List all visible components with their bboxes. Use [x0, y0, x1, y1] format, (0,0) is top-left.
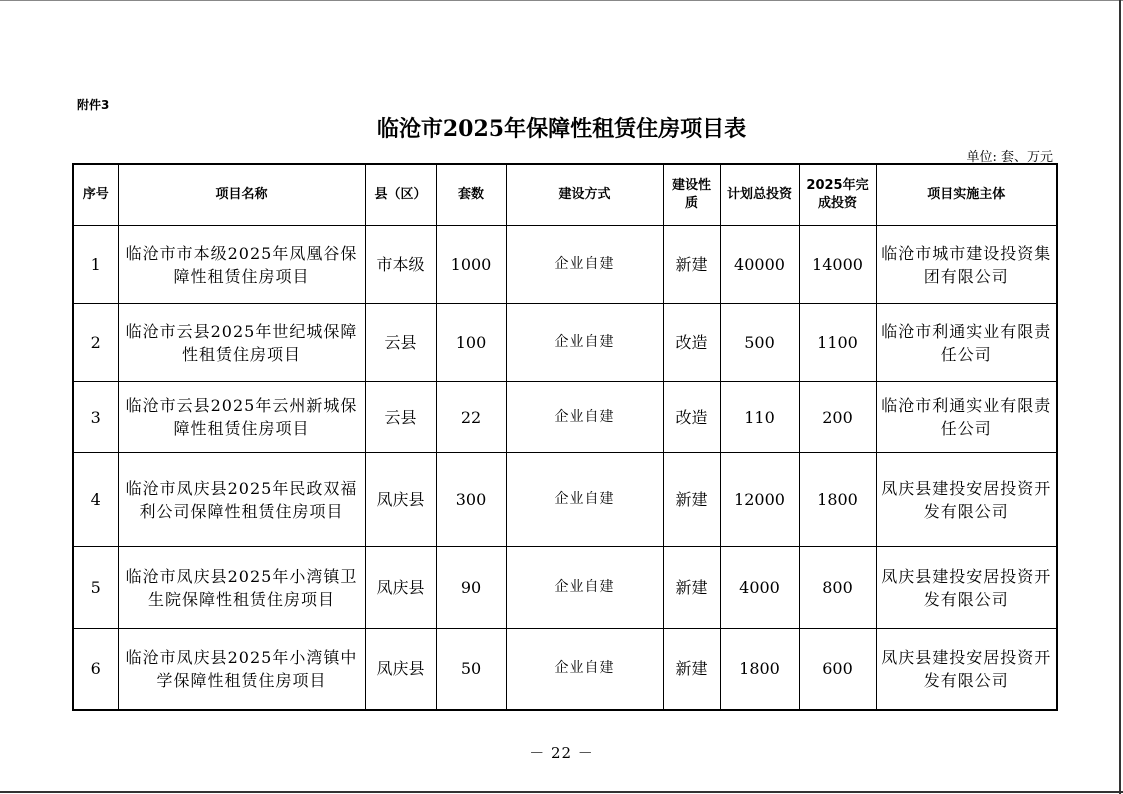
- cell-method: 企业自建: [506, 547, 663, 629]
- cell-nature: 新建: [663, 453, 720, 547]
- cell-2025-investment: 800: [799, 547, 876, 629]
- cell-method: 企业自建: [506, 304, 663, 382]
- cell-units: 50: [436, 629, 506, 710]
- cell-nature: 新建: [663, 547, 720, 629]
- header-nature: 建设性质: [663, 164, 720, 226]
- unit-note: 单位: 套、万元: [966, 150, 1053, 165]
- cell-units: 100: [436, 304, 506, 382]
- cell-2025-investment: 14000: [799, 226, 876, 304]
- cell-total-investment: 1800: [720, 629, 799, 710]
- cell-no: 6: [73, 629, 118, 710]
- page-number: － 22 －: [529, 744, 594, 762]
- cell-units: 1000: [436, 226, 506, 304]
- cell-project-name: 临沧市市本级2025年凤凰谷保障性租赁住房项目: [118, 226, 365, 304]
- table-row: [73, 547, 1057, 629]
- cell-total-investment: 4000: [720, 547, 799, 629]
- cell-method: 企业自建: [506, 629, 663, 710]
- cell-project-name: 临沧市凤庆县2025年小湾镇中学保障性租赁住房项目: [118, 629, 365, 710]
- cell-county: 云县: [365, 382, 436, 453]
- cell-implementing-org: 临沧市利通实业有限责任公司: [876, 382, 1057, 453]
- cell-total-investment: 12000: [720, 453, 799, 547]
- cell-nature: 改造: [663, 382, 720, 453]
- cell-2025-investment: 1100: [799, 304, 876, 382]
- cell-method: 企业自建: [506, 382, 663, 453]
- cell-county: 凤庆县: [365, 629, 436, 710]
- cell-county: 云县: [365, 304, 436, 382]
- cell-implementing-org: 临沧市利通实业有限责任公司: [876, 304, 1057, 382]
- attachment-label: 附件3: [77, 98, 110, 112]
- header-units: 套数: [436, 164, 506, 226]
- table-row: [73, 629, 1057, 710]
- cell-total-investment: 40000: [720, 226, 799, 304]
- cell-method: 企业自建: [506, 453, 663, 547]
- cell-units: 90: [436, 547, 506, 629]
- cell-implementing-org: 凤庆县建投安居投资开发有限公司: [876, 453, 1057, 547]
- cell-2025-investment: 1800: [799, 453, 876, 547]
- table-row: [73, 226, 1057, 304]
- cell-implementing-org: 凤庆县建投安居投资开发有限公司: [876, 547, 1057, 629]
- document-title: 临沧市2025年保障性租赁住房项目表: [376, 116, 747, 142]
- header-2025-investment: 2025年完成投资: [799, 164, 876, 226]
- project-table: [72, 163, 1058, 711]
- header-method: 建设方式: [506, 164, 663, 226]
- cell-units: 22: [436, 382, 506, 453]
- cell-2025-investment: 200: [799, 382, 876, 453]
- cell-project-name: 临沧市云县2025年世纪城保障性租赁住房项目: [118, 304, 365, 382]
- cell-no: 4: [73, 453, 118, 547]
- cell-county: 市本级: [365, 226, 436, 304]
- table-row: [73, 453, 1057, 547]
- header-no: 序号: [73, 164, 118, 226]
- cell-implementing-org: 临沧市城市建设投资集团有限公司: [876, 226, 1057, 304]
- header-total-investment: 计划总投资: [720, 164, 799, 226]
- cell-no: 3: [73, 382, 118, 453]
- cell-no: 5: [73, 547, 118, 629]
- cell-project-name: 临沧市凤庆县2025年小湾镇卫生院保障性租赁住房项目: [118, 547, 365, 629]
- cell-project-name: 临沧市云县2025年云州新城保障性租赁住房项目: [118, 382, 365, 453]
- page-border-top: [0, 0, 1123, 1]
- cell-implementing-org: 凤庆县建投安居投资开发有限公司: [876, 629, 1057, 710]
- header-county: 县（区）: [365, 164, 436, 226]
- cell-nature: 改造: [663, 304, 720, 382]
- cell-no: 2: [73, 304, 118, 382]
- cell-project-name: 临沧市凤庆县2025年民政双福利公司保障性租赁住房项目: [118, 453, 365, 547]
- cell-total-investment: 110: [720, 382, 799, 453]
- header-project-name: 项目名称: [118, 164, 365, 226]
- header-implementing-org: 项目实施主体: [876, 164, 1057, 226]
- cell-nature: 新建: [663, 629, 720, 710]
- cell-2025-investment: 600: [799, 629, 876, 710]
- cell-total-investment: 500: [720, 304, 799, 382]
- cell-units: 300: [436, 453, 506, 547]
- cell-method: 企业自建: [506, 226, 663, 304]
- table-row: [73, 304, 1057, 382]
- cell-nature: 新建: [663, 226, 720, 304]
- cell-county: 凤庆县: [365, 453, 436, 547]
- cell-county: 凤庆县: [365, 547, 436, 629]
- table-header-row: [73, 164, 1057, 226]
- page-border-bottom: [0, 791, 1123, 793]
- cell-no: 1: [73, 226, 118, 304]
- table-row: [73, 382, 1057, 453]
